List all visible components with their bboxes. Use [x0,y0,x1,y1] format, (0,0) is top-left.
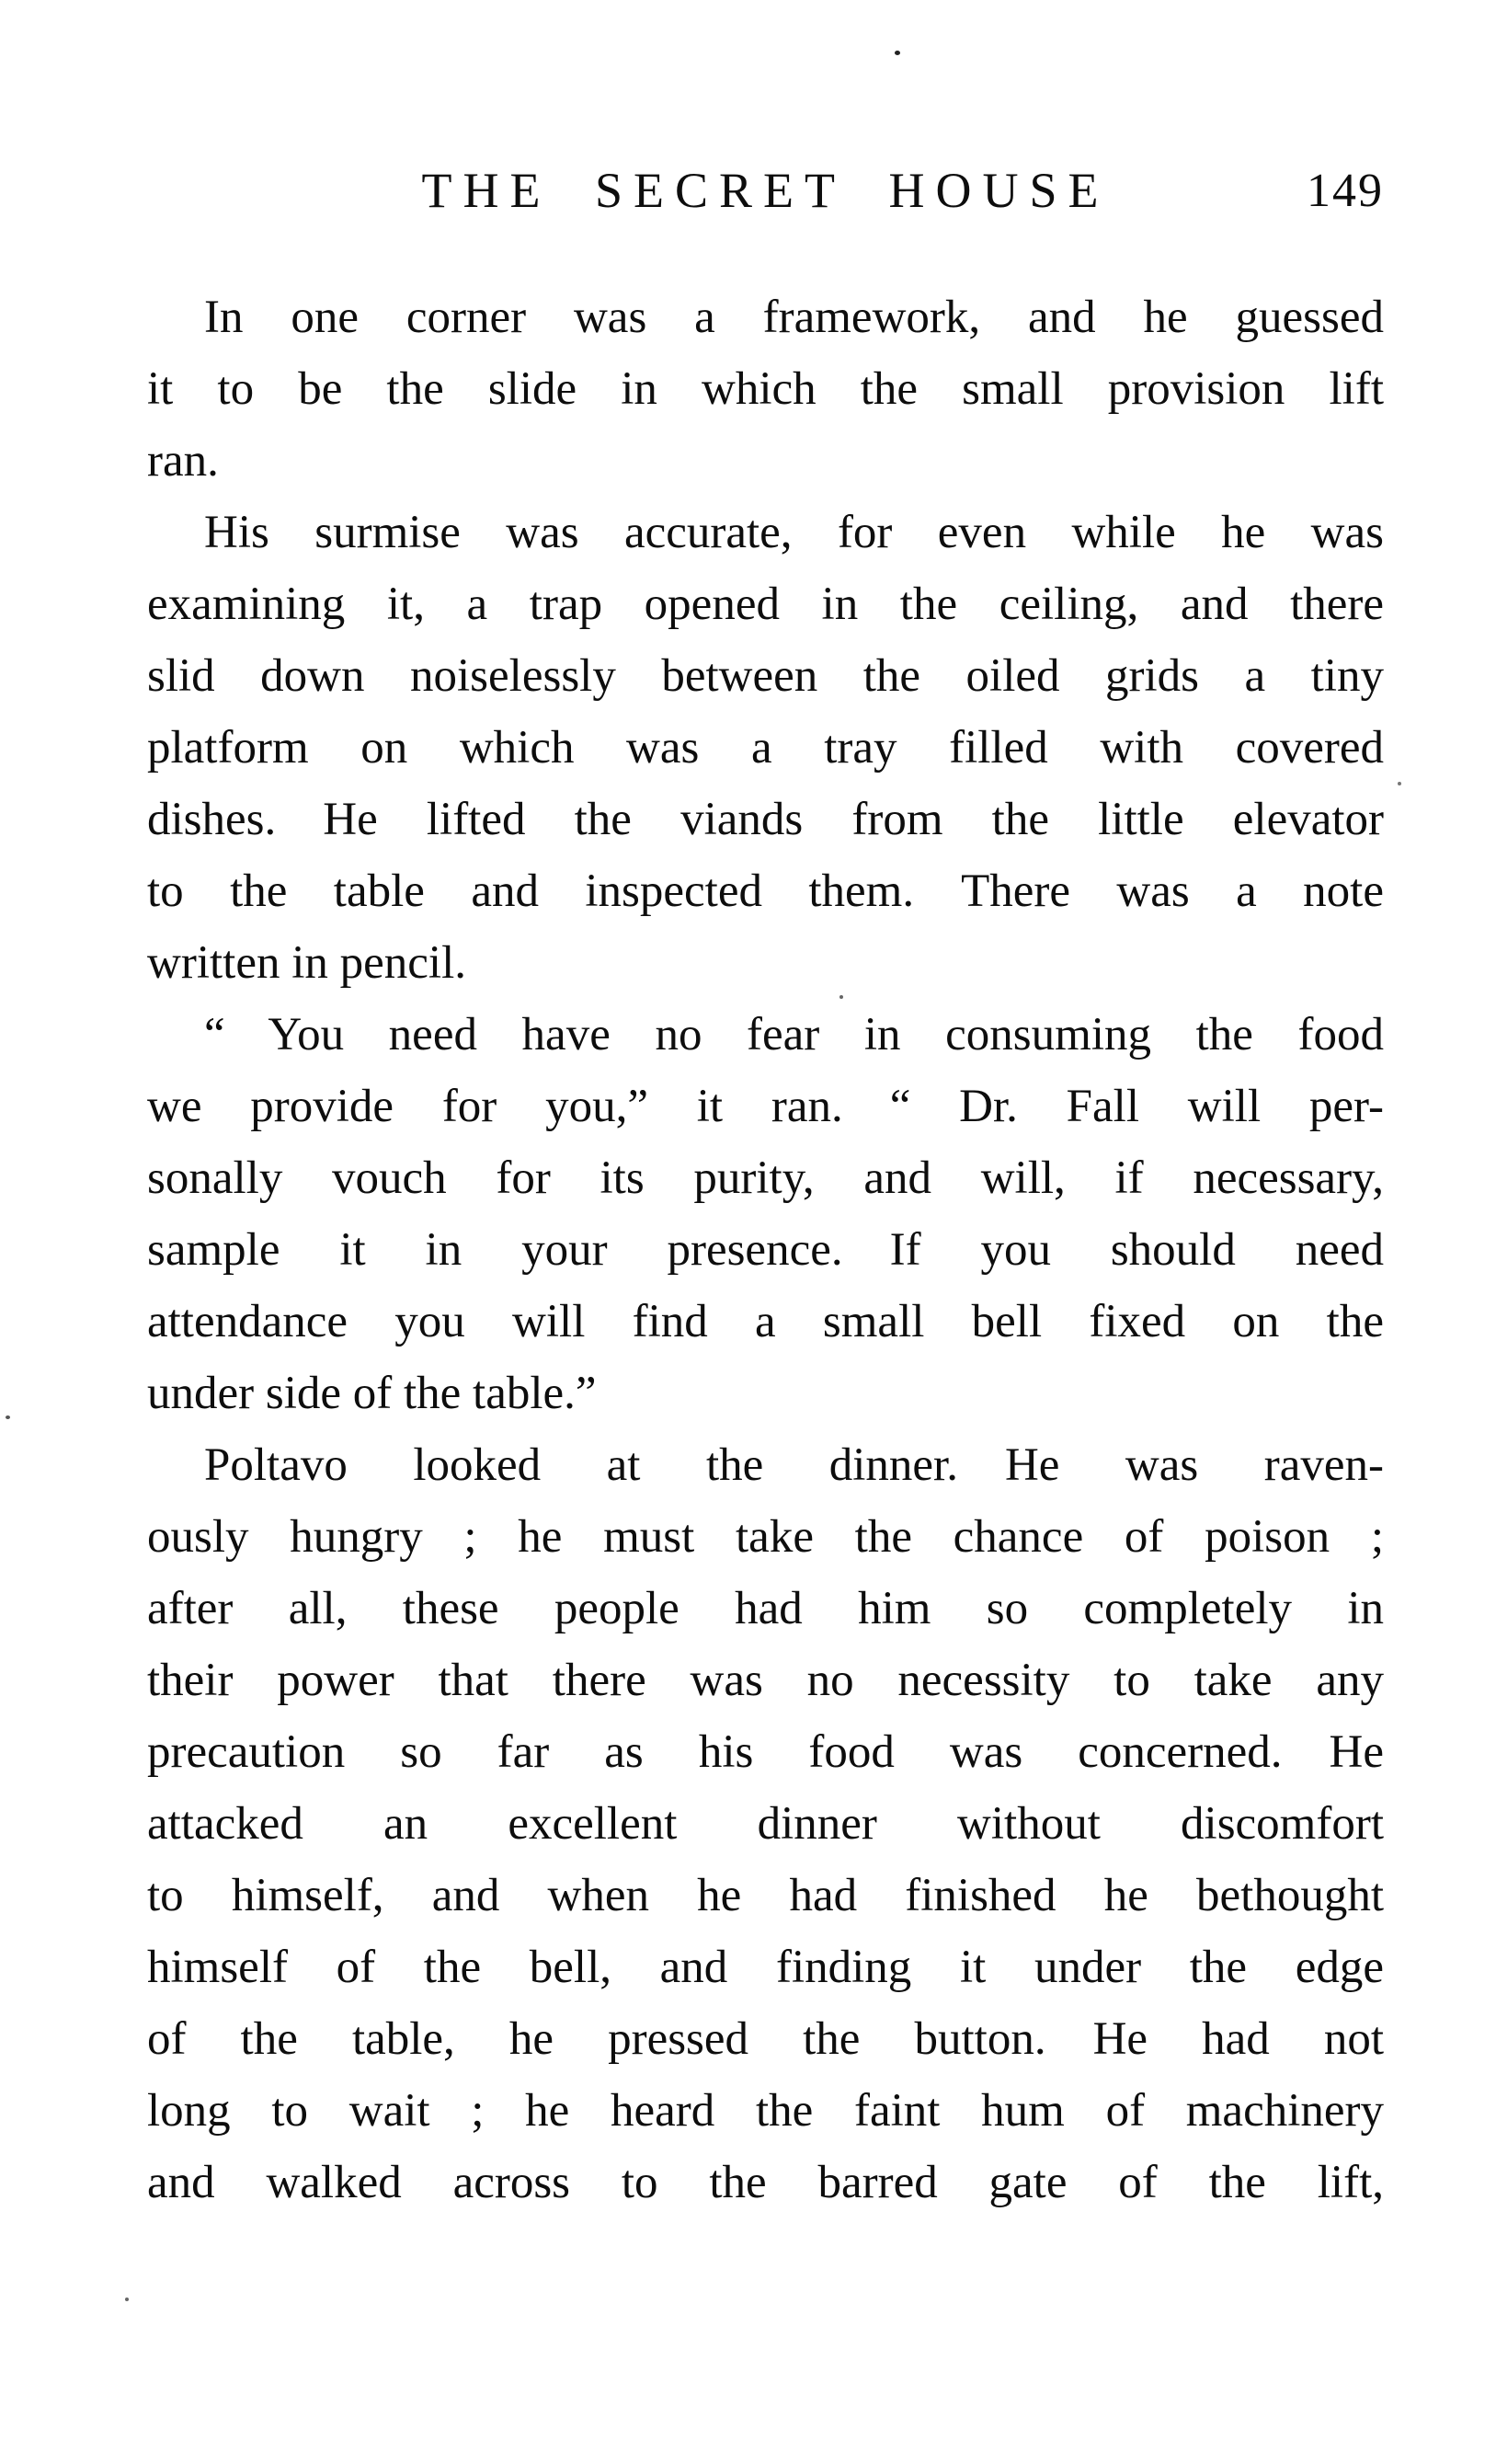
scan-speck [6,1415,10,1419]
text-line: it to be the slide in which the small provision lift [147,363,1384,415]
page-number: 149 [1307,165,1384,217]
text-line: dishes. He lifted the viands from the little elevator [147,794,1384,845]
text-line: written in pencil. [147,937,466,989]
text-line: to himself, and when he had finished he bethought [147,1870,1384,1921]
text-line: after all, these people had him so completely in [147,1583,1384,1634]
text-line: of the table, he pressed the button. He had not [147,2013,1384,2065]
text-line: platform on which was a tray filled with covered [147,722,1384,774]
text-line: attendance you will find a small bell fixed on the [147,1296,1384,1347]
text-line: their power that there was no necessity to take any [147,1655,1384,1706]
text-line: precaution so far as his food was concerned. He [147,1726,1384,1778]
text-line: we provide for you,” it ran. “ Dr. Fall will per- [147,1081,1384,1132]
scan-speck [1398,782,1401,785]
text-line: examining it, a trap opened in the ceiling, and there [147,579,1384,630]
text-line: ran. [147,435,219,487]
scan-speck [895,51,900,55]
text-line: ously hungry ; he must take the chance of poison ; [147,1511,1384,1563]
running-title: THE SECRET HOUSE [421,163,1110,218]
text-line: and walked across to the barred gate of the lift, [147,2157,1384,2208]
scan-speck [839,995,843,999]
page-body [147,281,1384,2218]
text-line: His surmise was accurate, for even while he was [204,507,1384,558]
text-line: Poltavo looked at the dinner. He was raven- [204,1439,1384,1491]
text-line: attacked an excellent dinner without discomfort [147,1798,1384,1850]
text-line: slid down noiselessly between the oiled grids a tiny [147,650,1384,702]
text-line: In one corner was a framework, and he guessed [204,292,1384,343]
text-line: sonally vouch for its purity, and will, if necessary, [147,1152,1384,1204]
text-line: to the table and inspected them. There was a note [147,865,1384,917]
text-line: long to wait ; he heard the faint hum of machinery [147,2085,1384,2137]
text-line: sample it in your presence. If you should need [147,1224,1384,1276]
text-line: “ You need have no fear in consuming the food [204,1009,1384,1060]
text-line: himself of the bell, and finding it under the edge [147,1942,1384,1993]
page-header [147,162,1384,219]
text-line: under side of the table.” [147,1368,597,1419]
scan-speck [125,2298,129,2301]
